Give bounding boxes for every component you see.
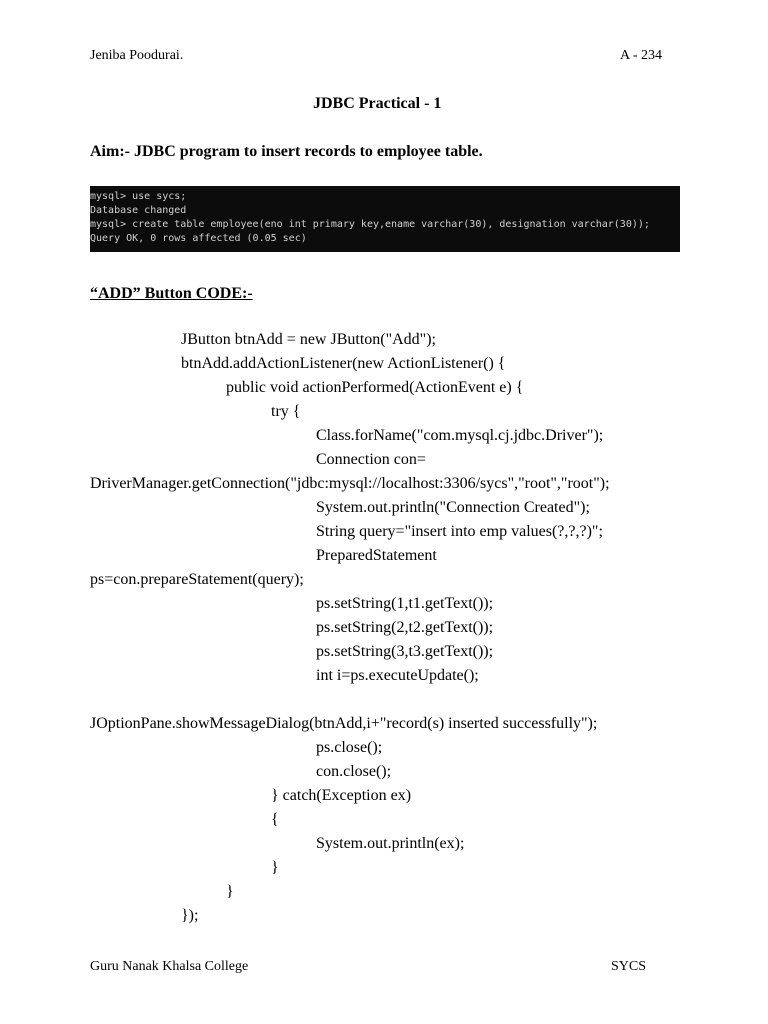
page-title: JDBC Practical - 1 (313, 95, 442, 112)
terminal-line: Database changed (90, 205, 187, 216)
code-line: Connection con= (316, 451, 426, 468)
code-line: ps=con.prepareStatement(query); (90, 571, 304, 588)
code-line: PreparedStatement (316, 547, 437, 564)
code-line: }); (181, 907, 199, 924)
code-line: } catch(Exception ex) (271, 787, 412, 804)
code-line: { (271, 811, 279, 828)
code-line: btnAdd.addActionListener(new ActionListener() { (181, 355, 506, 372)
header-author: Jeniba Poodurai. (90, 48, 184, 63)
mysql-terminal-screenshot (90, 186, 680, 252)
terminal-line: mysql> use sycs; (90, 191, 187, 202)
terminal-line: Query OK, 0 rows affected (0.05 sec) (90, 233, 307, 244)
aim-statement: Aim:- JDBC program to insert records to employee table. (90, 143, 483, 160)
code-line: String query="insert into emp values(?,?,?)"; (316, 523, 603, 540)
code-line: ps.setString(3,t3.getText()); (316, 643, 494, 660)
code-line: System.out.println(ex); (316, 835, 465, 852)
code-line: System.out.println("Connection Created"); (316, 499, 590, 516)
header-roll-number: A - 234 (620, 48, 662, 63)
code-line: public void actionPerformed(ActionEvent e) { (226, 379, 524, 396)
terminal-line: mysql> create table employee(eno int primary key,ename varchar(30), designation varchar(30)); (90, 219, 650, 230)
code-line: try { (271, 403, 301, 420)
footer-class: SYCS (611, 959, 647, 974)
code-line: JButton btnAdd = new JButton("Add"); (181, 331, 436, 348)
code-line: JOptionPane.showMessageDialog(btnAdd,i+"record(s) inserted successfully"); (90, 715, 598, 732)
footer-college: Guru Nanak Khalsa College (90, 959, 249, 974)
code-line: ps.close(); (316, 739, 383, 756)
code-line: con.close(); (316, 763, 392, 780)
code-line: } (226, 883, 234, 900)
code-line: } (271, 859, 279, 876)
code-line: Class.forName("com.mysql.cj.jdbc.Driver"); (316, 427, 604, 444)
code-line: ps.setString(2,t2.getText()); (316, 619, 494, 636)
section-heading: “ADD” Button CODE:- (90, 285, 253, 302)
code-line: DriverManager.getConnection("jdbc:mysql://localhost:3306/sycs","root","root"); (90, 475, 610, 492)
code-line: int i=ps.executeUpdate(); (316, 667, 479, 684)
code-line: ps.setString(1,t1.getText()); (316, 595, 494, 612)
